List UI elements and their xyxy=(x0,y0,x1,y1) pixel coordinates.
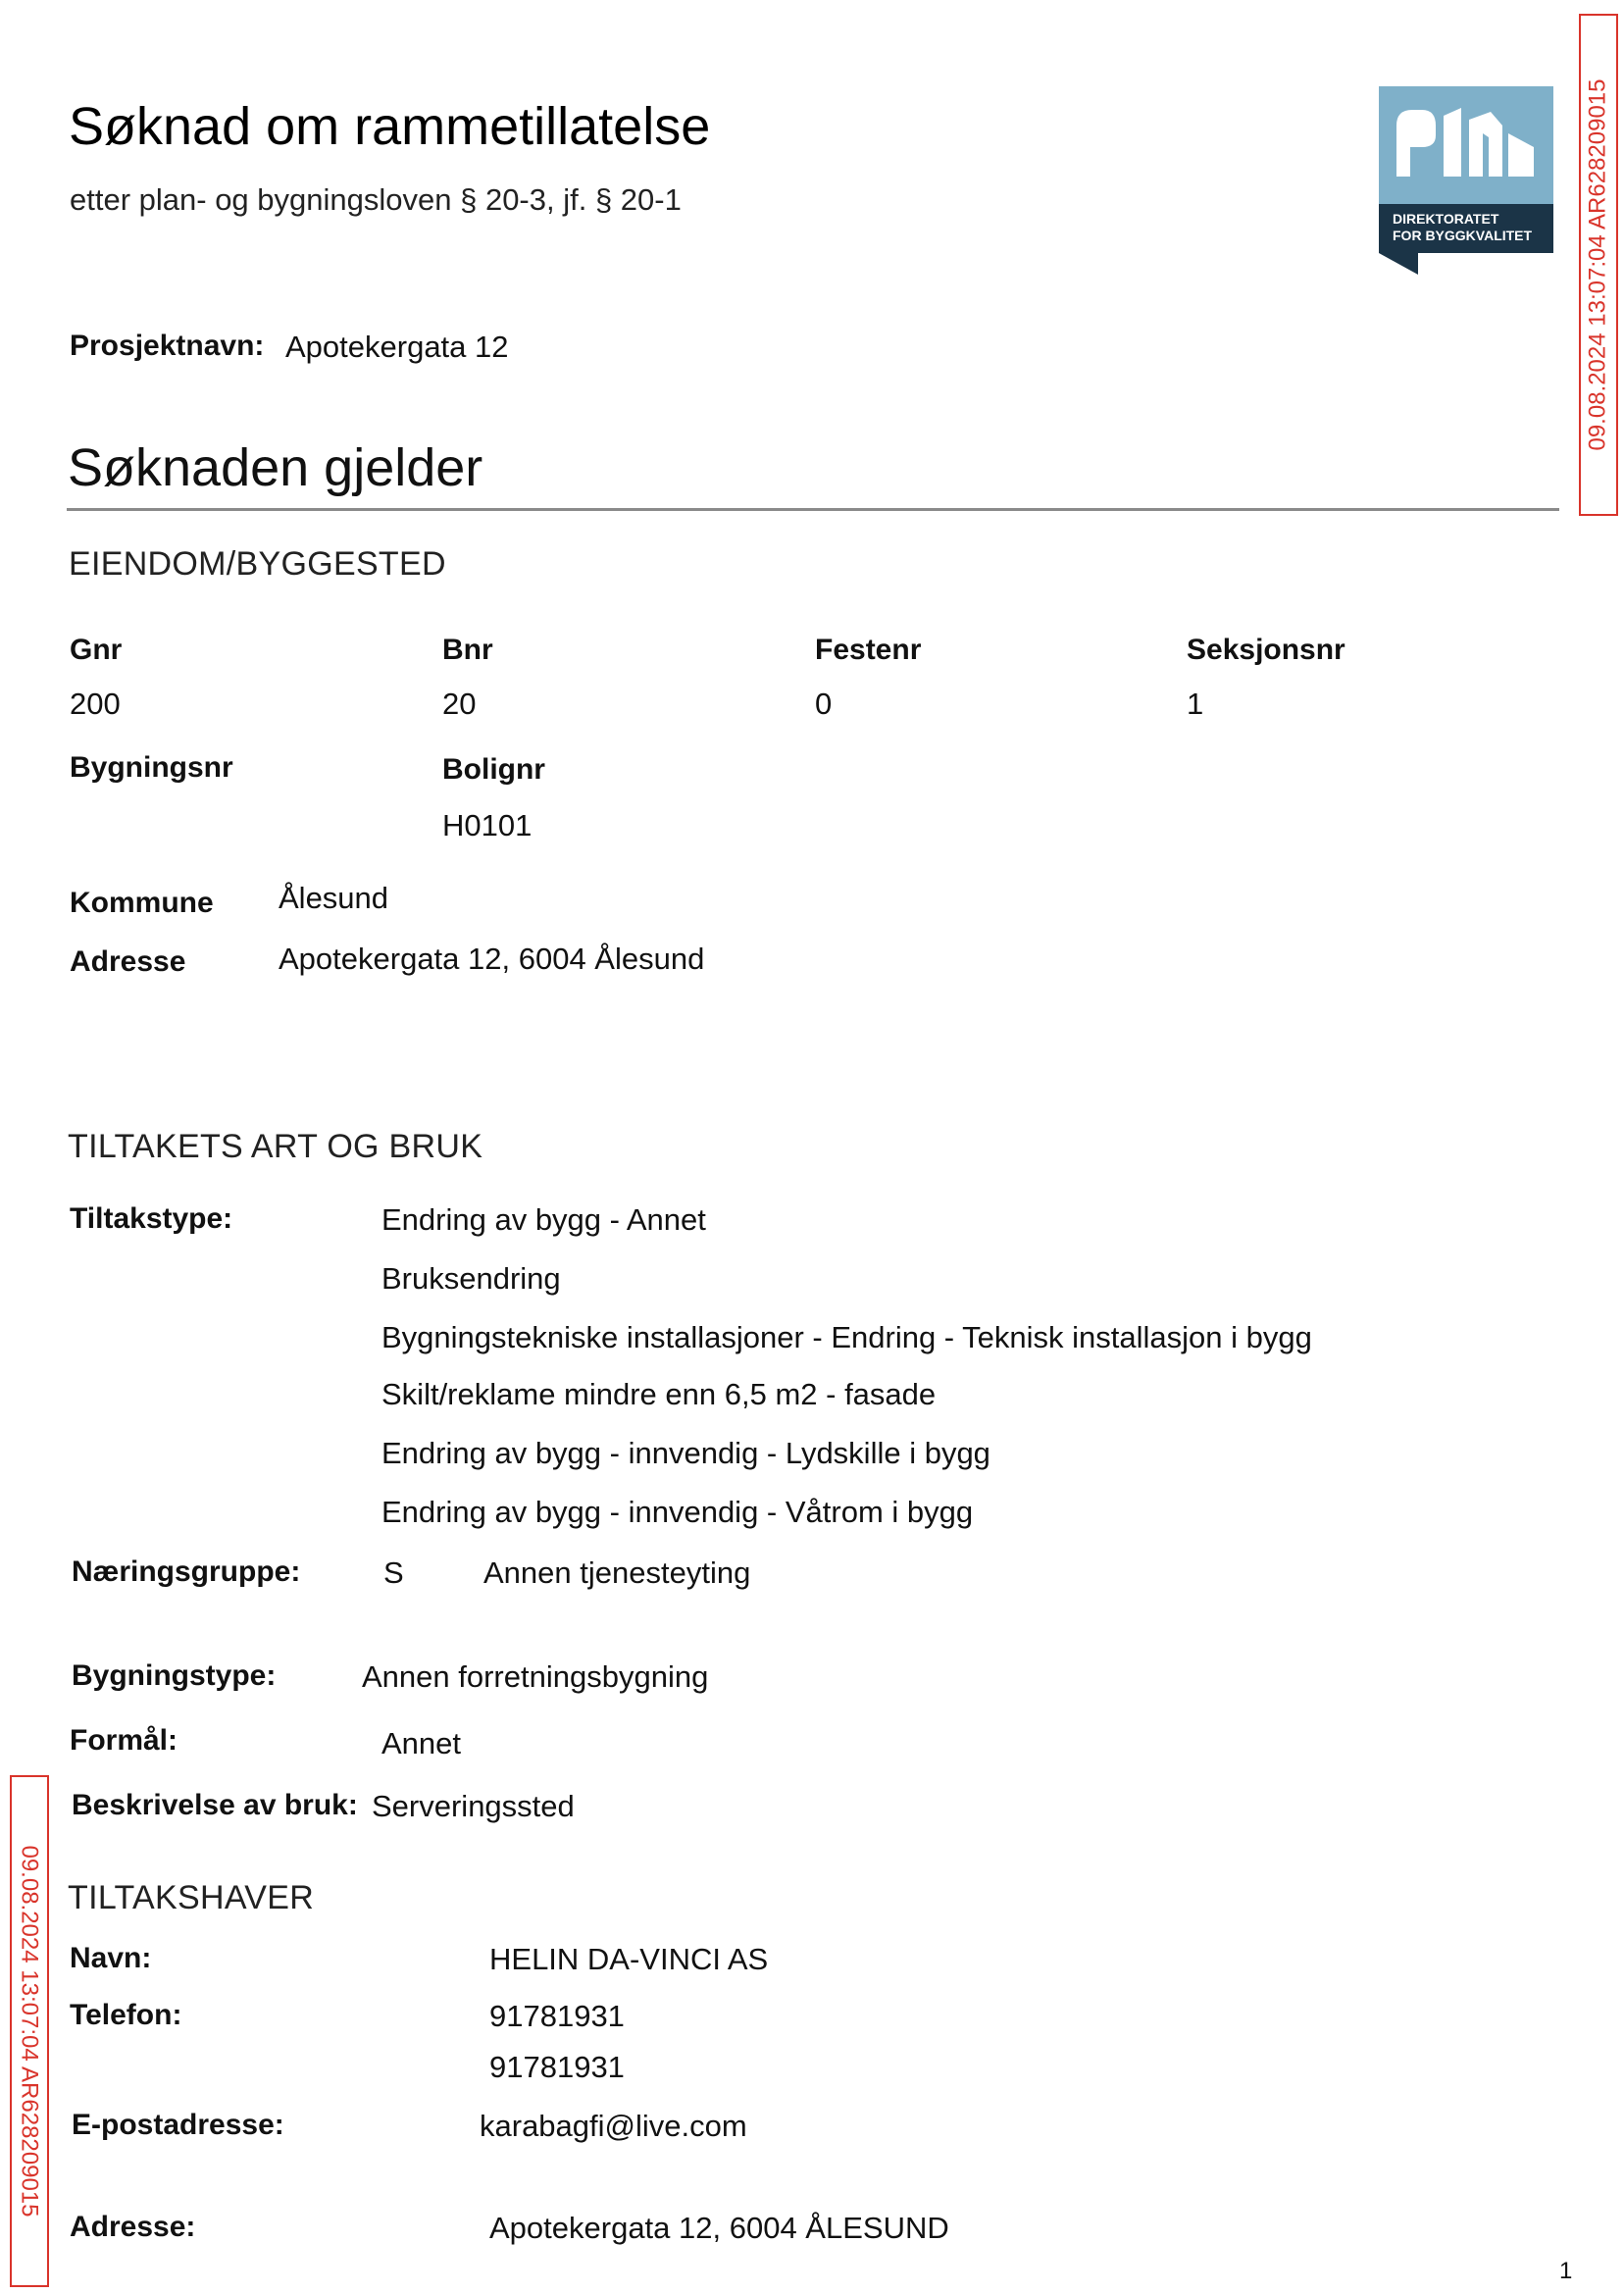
bnr-label: Bnr xyxy=(442,634,493,666)
tiltakstype-item: Endring av bygg - innvendig - Våtrom i bygg xyxy=(381,1495,974,1529)
section-title: Søknaden gjelder xyxy=(68,438,483,497)
tiltakstype-item: Endring av bygg - innvendig - Lydskille i bygg xyxy=(381,1436,990,1470)
bygningstype-label: Bygningstype: xyxy=(72,1659,277,1692)
naeringsgruppe-name: Annen tjenesteyting xyxy=(483,1555,751,1590)
tiltakstype-item: Bruksendring xyxy=(381,1261,561,1296)
seksjonsnr-value: 1 xyxy=(1187,687,1204,721)
document-title: Søknad om rammetillatelse xyxy=(69,97,711,156)
telefon2-value: 91781931 xyxy=(489,2050,625,2084)
beskrivelse-value: Serveringssted xyxy=(372,1789,575,1823)
adresse-value: Apotekergata 12, 6004 Ålesund xyxy=(279,942,705,976)
tiltakstype-item: Bygningstekniske installasjoner - Endring - Teknisk installasjon i bygg xyxy=(381,1320,1312,1354)
project-value: Apotekergata 12 xyxy=(285,330,509,364)
stamp-text: 09.08.2024 13:07:04 AR628209015 xyxy=(1585,78,1611,451)
formaal-value: Annet xyxy=(381,1726,462,1760)
bygningsnr-label: Bygningsnr xyxy=(70,751,233,784)
naeringsgruppe-code: S xyxy=(383,1555,404,1590)
bolignr-label: Bolignr xyxy=(442,753,545,786)
telefon-label: Telefon: xyxy=(70,1999,182,2031)
navn-label: Navn: xyxy=(70,1942,152,1974)
tiltakstype-label: Tiltakstype: xyxy=(70,1202,233,1235)
festenr-value: 0 xyxy=(815,687,833,721)
gnr-label: Gnr xyxy=(70,634,123,666)
tiltak-heading: TILTAKETS ART OG BRUK xyxy=(68,1128,483,1165)
dibk-logo xyxy=(1379,86,1553,275)
navn-value: HELIN DA-VINCI AS xyxy=(489,1942,769,1976)
adresse-label: Adresse xyxy=(70,945,186,978)
festenr-label: Festenr xyxy=(815,634,922,666)
tiltakshaver-adresse-label: Adresse: xyxy=(70,2211,196,2243)
beskrivelse-label: Beskrivelse av bruk: xyxy=(72,1789,358,1821)
tiltakstype-item: Endring av bygg - Annet xyxy=(381,1202,706,1237)
gnr-value: 200 xyxy=(70,687,121,721)
epost-label: E-postadresse: xyxy=(72,2109,284,2141)
formaal-label: Formål: xyxy=(70,1724,178,1757)
naeringsgruppe-label: Næringsgruppe: xyxy=(72,1555,301,1588)
tiltakstype-item: Skilt/reklame mindre enn 6,5 m2 - fasade xyxy=(381,1377,937,1411)
timestamp-stamp-left xyxy=(10,1775,49,2287)
project-label: Prosjektnavn: xyxy=(70,330,265,362)
section-divider xyxy=(67,508,1559,511)
bolignr-value: H0101 xyxy=(442,808,533,842)
logo-line1: DIREKTORATET xyxy=(1393,211,1499,227)
stamp-text: 09.08.2024 13:07:04 AR628209015 xyxy=(17,1845,43,2218)
telefon-value: 91781931 xyxy=(489,1999,625,2033)
tiltakshaver-adresse-value: Apotekergata 12, 6004 ÅLESUND xyxy=(489,2211,949,2245)
property-heading: EIENDOM/BYGGESTED xyxy=(69,545,446,583)
kommune-label: Kommune xyxy=(70,887,214,919)
kommune-value: Ålesund xyxy=(279,881,389,915)
dibk-logo-icon xyxy=(1379,86,1553,275)
timestamp-stamp-right xyxy=(1579,14,1618,516)
bygningstype-value: Annen forretningsbygning xyxy=(362,1659,709,1694)
page-number: 1 xyxy=(1559,2258,1573,2284)
bnr-value: 20 xyxy=(442,687,477,721)
logo-line2: FOR BYGGKVALITET xyxy=(1393,228,1533,243)
epost-value: karabagfi@live.com xyxy=(480,2109,747,2143)
seksjonsnr-label: Seksjonsnr xyxy=(1187,634,1345,666)
tiltakshaver-heading: TILTAKSHAVER xyxy=(68,1879,315,1916)
document-subtitle: etter plan- og bygningsloven § 20-3, jf. § 20-1 xyxy=(70,182,682,217)
